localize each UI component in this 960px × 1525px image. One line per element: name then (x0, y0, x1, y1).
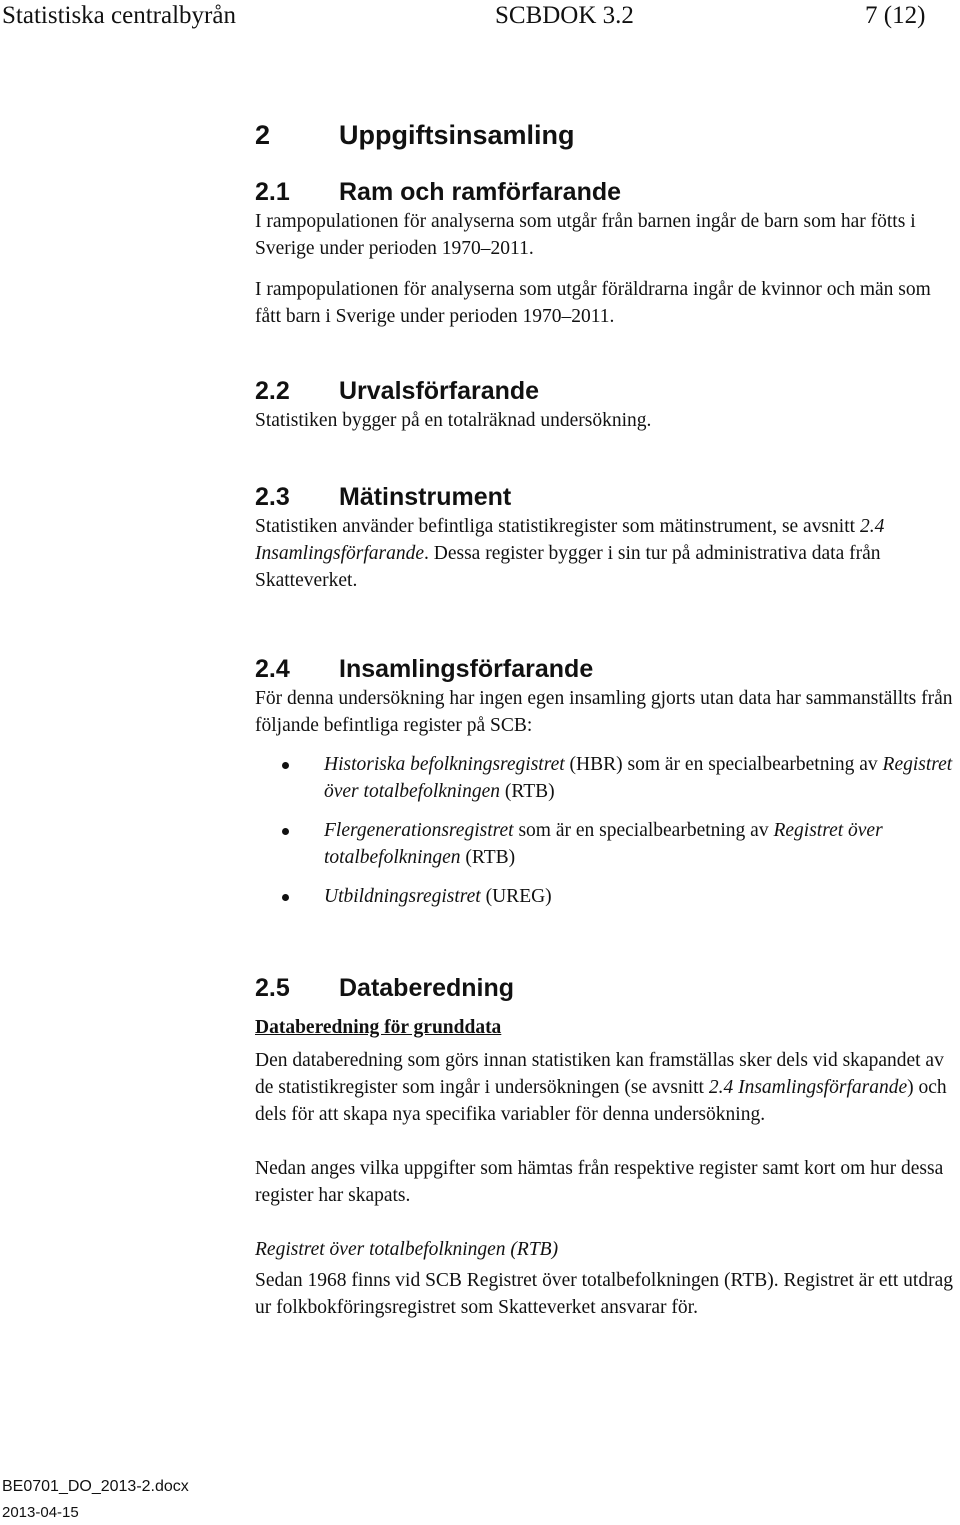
section-2-4-paragraph-1: För denna undersökning har ingen egen insamling gjorts utan data har sammanställts från följande befintliga register på SCB: (255, 688, 953, 736)
register-name: Registret över totalbefolkningen (324, 820, 883, 868)
text-run: (HBR) som är en specialbearbetning av (564, 754, 883, 775)
header-org: Statistiska centralbyrån (2, 2, 236, 29)
text-run: Statistiken använder befintliga statistikregister som mätinstrument, se avsnitt (255, 516, 860, 537)
text-run: Den databeredning som görs innan statistiken kan framställas sker dels vid skapandet av de statistikregister som ingår i undersökningen (se avsnitt (255, 1050, 944, 1098)
list-item (255, 817, 959, 871)
section-2-1-heading (255, 176, 959, 208)
chapter-heading (255, 118, 959, 152)
section-number: 2.1 (255, 178, 290, 206)
section-2-2-paragraph-1: Statistiken bygger på en totalräknad undersökning. (255, 410, 652, 431)
register-name: Flergenerationsregistret (324, 820, 514, 841)
section-title: Insamlingsförfarande (339, 655, 594, 683)
text-run: . Dessa register bygger i sin tur på administrativa data från Skatteverket. (255, 543, 881, 591)
section-title: Databeredning (339, 974, 515, 1002)
section-number: 2.2 (255, 377, 290, 405)
chapter-title: Uppgiftsinsamling (339, 120, 575, 150)
footer-filename: BE0701_DO_2013-2.docx (2, 1478, 189, 1495)
bullet-icon (282, 894, 289, 901)
text-run: (UREG) (480, 886, 552, 907)
section-2-4-heading (255, 653, 959, 685)
list-item (255, 883, 959, 910)
subsection-heading: Databeredning för grunddata (255, 1017, 502, 1038)
page-header (0, 2, 960, 36)
section-2-1-paragraph-2: I rampopulationen för analyserna som utgår föräldrarna ingår de kvinnor och män som fått barn i Sverige under perioden 1970–2011. (255, 279, 931, 327)
section-2-3-heading (255, 481, 959, 513)
section-2-5-heading (255, 972, 959, 1004)
section-reference: 2.4 Insamlingsförfarande (255, 516, 885, 564)
section-2-2-heading (255, 375, 959, 407)
list-item (255, 751, 959, 805)
section-reference: 2.4 Insamlingsförfarande (708, 1077, 908, 1098)
text-run: ) och dels för att skapa nya specifika variabler för denna undersökning. (255, 1077, 947, 1125)
header-page-number: 7 (12) (865, 2, 926, 29)
section-title: Urvalsförfarande (339, 377, 540, 405)
section-2-5-paragraph-3: Sedan 1968 finns vid SCB Registret över totalbefolkningen (RTB). Registret är ett utdrag ur folkbokföringsregistret som Skatteverket ansvarar för. (255, 1270, 954, 1318)
bullet-icon (282, 828, 289, 835)
rtb-heading (255, 1236, 959, 1263)
section-2-5-paragraph-1 (255, 1047, 959, 1128)
bullet-icon (282, 762, 289, 769)
register-name: Historiska befolkningsregistret (324, 754, 565, 775)
section-title: Mätinstrument (339, 483, 512, 511)
main-content (255, 118, 959, 1321)
text-run: (RTB) (460, 847, 516, 868)
register-name: Registret över totalbefolkningen (324, 754, 953, 802)
section-number: 2.3 (255, 483, 290, 511)
register-list (255, 751, 959, 910)
section-2-3-paragraph-1 (255, 513, 959, 594)
register-name: Registret över totalbefolkningen (RTB) (255, 1239, 559, 1260)
register-name: Utbildningsregistret (324, 886, 481, 907)
section-number: 2.5 (255, 974, 290, 1002)
section-title: Ram och ramförfarande (339, 178, 622, 206)
section-2-5-paragraph-2: Nedan anges vilka uppgifter som hämtas från respektive register samt kort om hur dessa register har skapats. (255, 1158, 944, 1206)
section-2-1-paragraph-1: I rampopulationen för analyserna som utgår från barnen ingår de barn som har fötts i Sverige under perioden 1970–2011. (255, 211, 916, 259)
chapter-number: 2 (255, 120, 271, 150)
text-run: som är en specialbearbetning av (513, 820, 774, 841)
section-number: 2.4 (255, 655, 290, 683)
text-run: (RTB) (500, 781, 555, 802)
footer-date: 2013-04-15 (2, 1504, 79, 1521)
header-doc-id: SCBDOK 3.2 (495, 2, 634, 29)
